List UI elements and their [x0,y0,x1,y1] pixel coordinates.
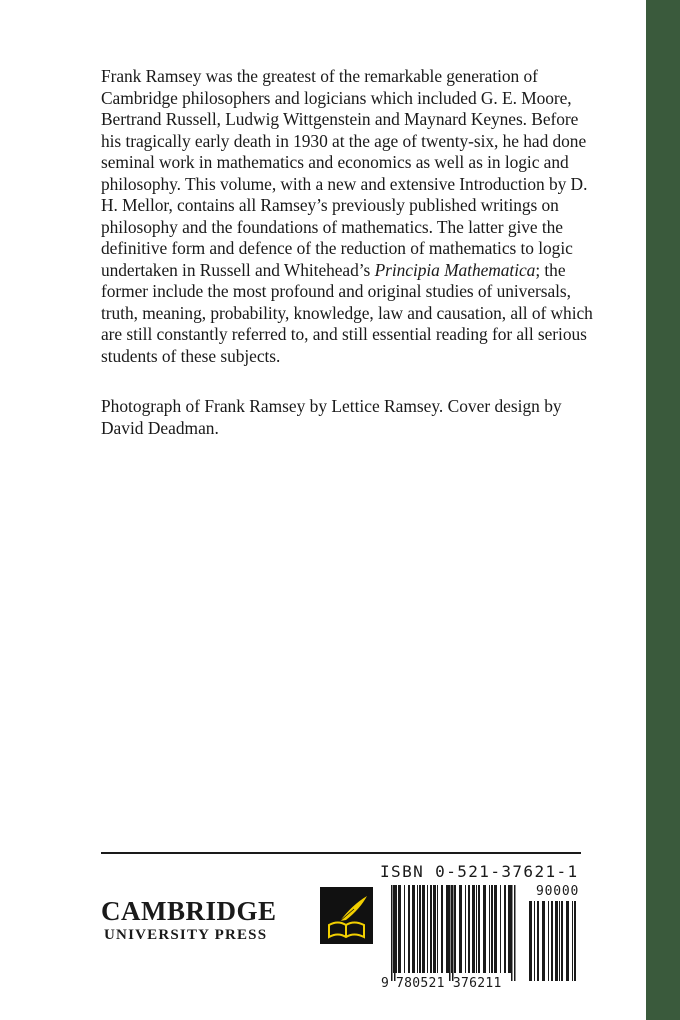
barcode-bar [555,901,558,981]
divider-rule [101,852,581,854]
barcode-bar [476,885,477,973]
barcode-bar [504,885,506,973]
barcode-bar [537,901,539,981]
barcode-bar [566,901,569,981]
barcode-bar [572,901,573,981]
barcode-bar [404,885,405,973]
barcode-bar [441,885,443,973]
barcode-bar [542,901,545,981]
barcode-bar [472,885,475,973]
barcode-bar [551,901,553,981]
barcode-bar [446,885,449,973]
blurb-text-end: ; the former include the most profound and original studies of universals, truth, meaning, probability, knowledge, law and causation, all of which are still constantly referred to, and still essential reading for all serious students of these subjects. [101,259,593,366]
publisher-subtitle: UNIVERSITY PRESS [104,927,268,943]
barcode-bar [529,901,532,981]
barcode-guard-bar [511,885,513,981]
barcode-bar [559,901,560,981]
barcode-bar [574,901,576,981]
barcode-bar [500,885,501,973]
barcode-bar [468,885,470,973]
barcode-bar [417,885,418,973]
barcode-bar [437,885,438,973]
book-quill-emblem-icon [320,887,373,944]
barcode-bar [561,901,563,981]
barcode-bar [478,885,480,973]
barcode-bar [422,885,425,973]
blurb-book-title: Principia Mathematica [374,259,536,280]
back-cover-blurb [101,66,601,367]
book-spine [646,0,680,1020]
barcode-guard-bar [394,885,396,981]
barcode-bar [430,885,432,973]
barcode-guard-bar [514,885,516,981]
barcode-bar [483,885,486,973]
barcode-bar [408,885,410,973]
barcode-guard-bar [449,885,451,981]
ean-bars [391,885,516,981]
barcode-bar [398,885,401,973]
barcode-bar [534,901,535,981]
barcode-bar [427,885,428,973]
addon-bars [529,901,576,981]
barcode-bar [451,885,452,973]
publisher-name: CAMBRIDGE [101,896,277,926]
barcode-bar [494,885,497,973]
barcode-bar [489,885,490,973]
barcode-bar [491,885,493,973]
barcode-bar [454,885,456,973]
barcode-guard-bar [452,885,454,981]
addon-digits: 90000 [536,884,580,899]
barcode-bar [433,885,436,973]
cover-credits: Photograph of Frank Ramsey by Lettice Ramsey. Cover design by David Deadman. [101,396,562,438]
isbn-label: ISBN 0-521-37621-1 [380,862,579,881]
ean-first-digit: 9 [381,976,389,991]
barcode-bar [419,885,421,973]
barcode-bar [412,885,415,973]
barcode-guard-bar [391,885,393,981]
barcode-bar [459,885,462,973]
barcode-bar [548,901,549,981]
barcode-bar [465,885,466,973]
ean-digits: 780521 376211 [396,976,502,991]
barcode-bar [508,885,511,973]
barcode-bar [393,885,394,973]
blurb-text-start: Frank Ramsey was the greatest of the remarkable generation of Cambridge philosophers and logicians which included G. E. Moore, Bertrand Russell, Ludwig Wittgenstein and Maynard Keynes. Before his tragically early death in 1930 at the age of twenty-six, he had done seminal work in mathematics and economics as well as in logic and philosophy. This volume, with a new and extensive Introduction by D. H. Mellor, contains all Ramsey’s previously published writings on philosophy and the foundations of mathematics. The latter give the definitive form and defence of the reduction of mathematics to logic undertaken in Russell and Whitehead’s [101,66,588,280]
